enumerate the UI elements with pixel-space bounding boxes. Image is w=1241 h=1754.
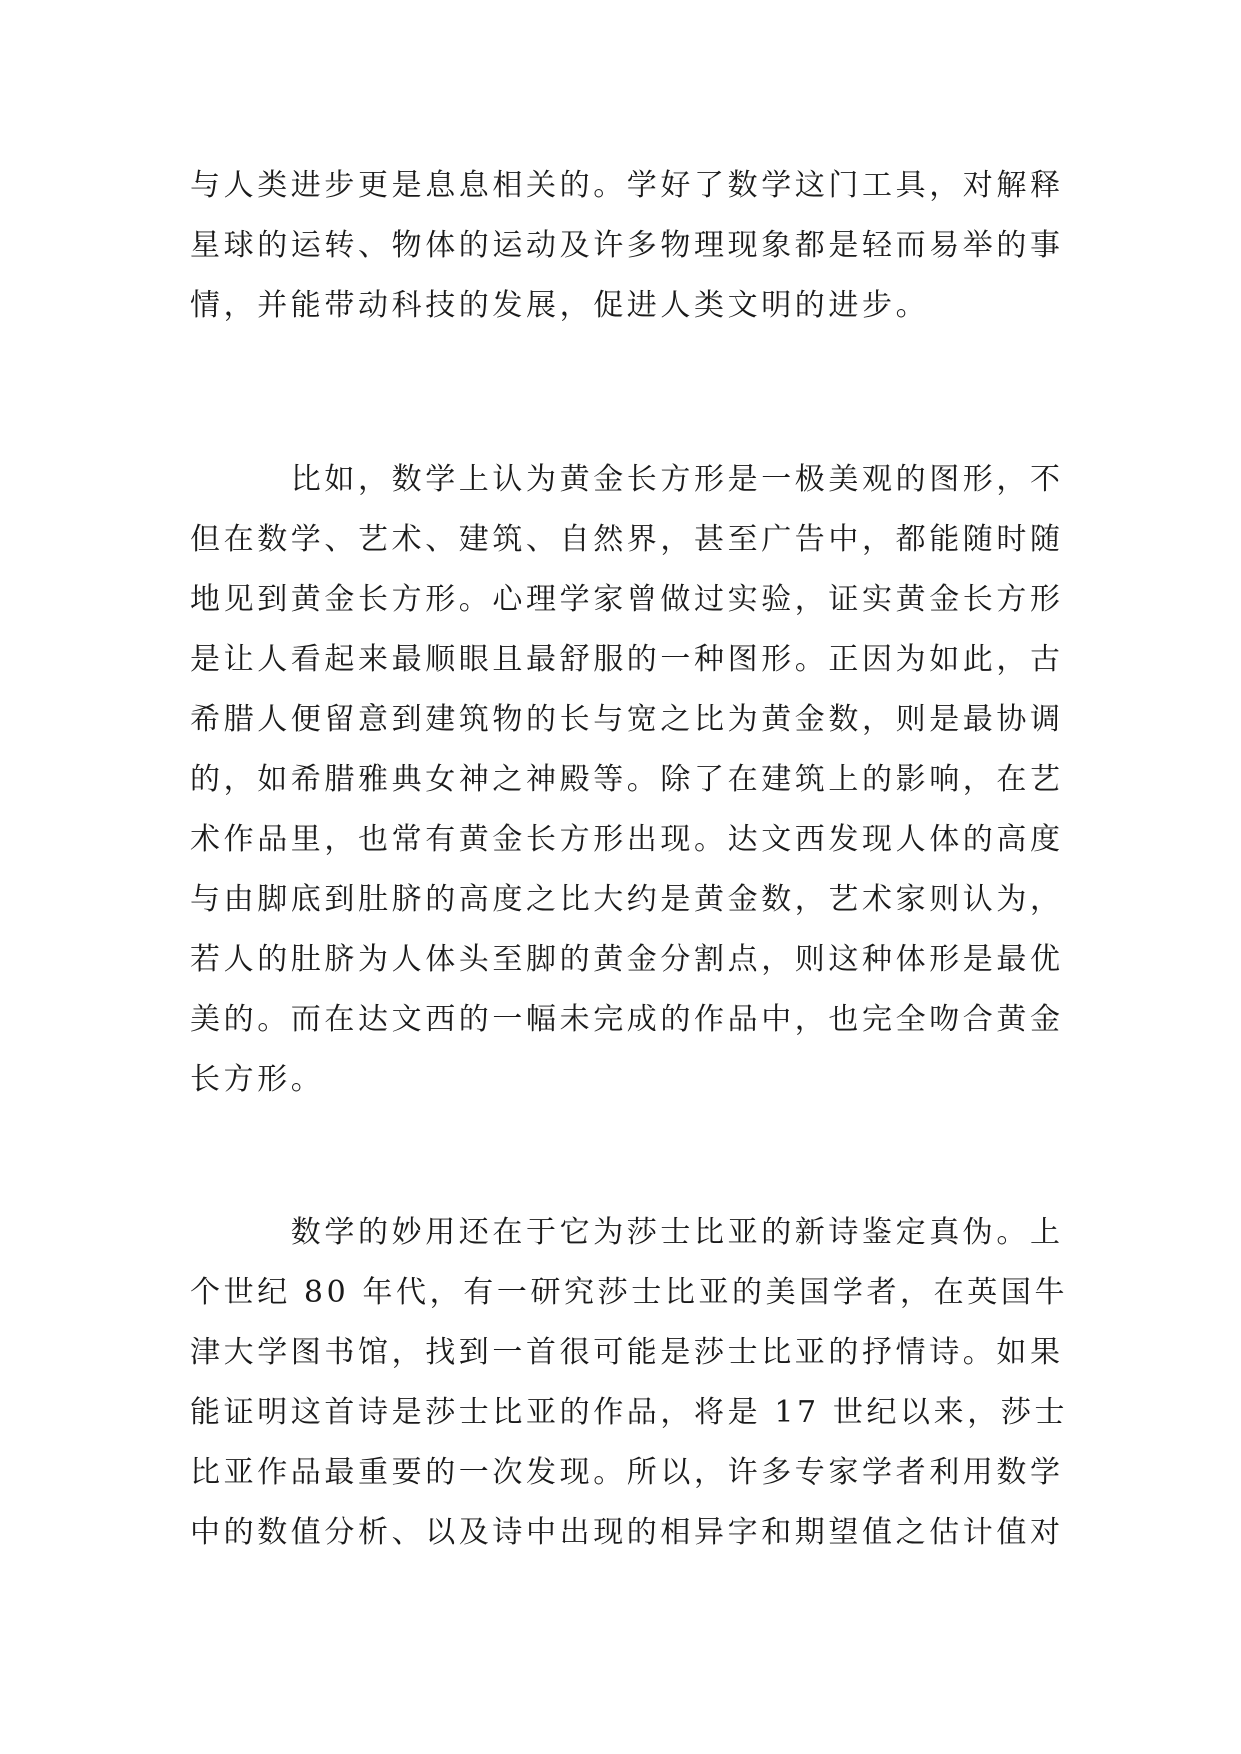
text-line: 个世纪 80 年代，有一研究莎士比亚的美国学者，在英国牛 xyxy=(190,1275,1069,1310)
text-line: 的，如希腊雅典女神之神殿等。除了在建筑上的影响，在艺 xyxy=(190,762,1064,797)
text-line: 数学的妙用还在于它为莎士比亚的新诗鉴定真伪。上 xyxy=(190,1215,1064,1250)
text-line: 能证明这首诗是莎士比亚的作品，将是 17 世纪以来，莎士 xyxy=(190,1395,1069,1430)
paragraph-1 xyxy=(190,156,1062,336)
text-line: 中的数值分析、以及诗中出现的相异字和期望值之估计值对 xyxy=(190,1515,1064,1550)
text-line: 星球的运转、物体的运动及许多物理现象都是轻而易举的事 xyxy=(190,228,1064,263)
text-line: 是让人看起来最顺眼且最舒服的一种图形。正因为如此，古 xyxy=(190,642,1064,677)
paragraph-3 xyxy=(190,1203,1069,1563)
text-line: 与人类进步更是息息相关的。学好了数学这门工具，对解释 xyxy=(190,168,1064,203)
text-line: 术作品里，也常有黄金长方形出现。达文西发现人体的高度 xyxy=(190,822,1064,857)
text-line: 比如，数学上认为黄金长方形是一极美观的图形，不 xyxy=(190,462,1064,497)
text-line: 情，并能带动科技的发展，促进人类文明的进步。 xyxy=(190,288,930,323)
text-line: 比亚作品最重要的一次发现。所以，许多专家学者利用数学 xyxy=(190,1455,1064,1490)
text-line: 若人的肚脐为人体头至脚的黄金分割点，则这种体形是最优 xyxy=(190,942,1064,977)
text-line: 地见到黄金长方形。心理学家曾做过实验，证实黄金长方形 xyxy=(190,582,1064,617)
text-line: 长方形。 xyxy=(190,1062,325,1097)
text-line: 与由脚底到肚脐的高度之比大约是黄金数，艺术家则认为， xyxy=(190,882,1064,917)
text-line: 希腊人便留意到建筑物的长与宽之比为黄金数，则是最协调 xyxy=(190,702,1064,737)
text-line: 美的。而在达文西的一幅未完成的作品中，也完全吻合黄金 xyxy=(190,1002,1064,1037)
paragraph-2 xyxy=(190,450,1062,1110)
text-line: 津大学图书馆，找到一首很可能是莎士比亚的抒情诗。如果 xyxy=(190,1335,1064,1370)
text-line: 但在数学、艺术、建筑、自然界，甚至广告中，都能随时随 xyxy=(190,522,1064,557)
